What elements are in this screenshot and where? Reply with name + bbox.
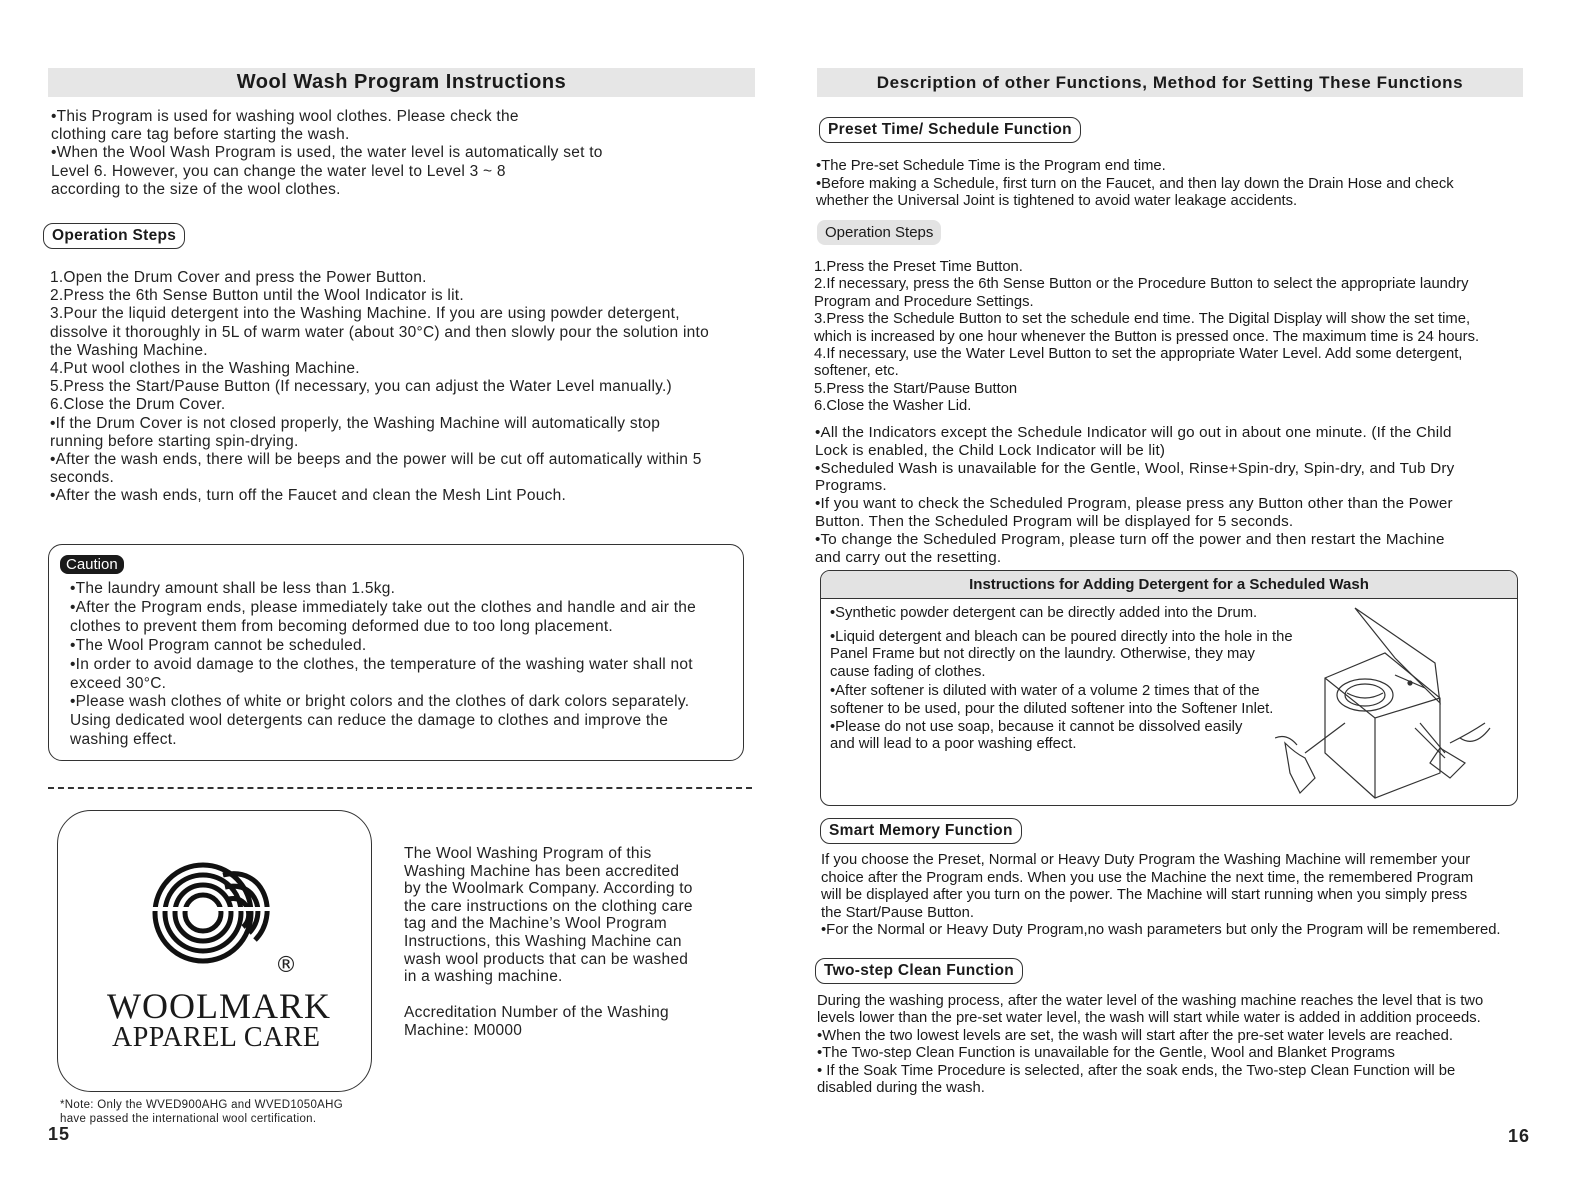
detergent-text [830,605,1293,754]
right-page-title: Description of other Functions, Method for Setting These Functions [876,72,1464,92]
step-line: 3.Press the Schedule Button to set the schedule end time. The Digital Display will show the set time, [814,311,1471,328]
preset-intro [816,158,1454,211]
step-line: 2.Press the 6th Sense Button until the Wool Indicator is lit. [50,287,464,305]
step-line: 6.Close the Washer Lid. [814,398,972,415]
text-line: *Note: Only the WVED900AHG and WVED1050AHG [60,1099,343,1111]
text-line: •The Two-step Clean Function is unavailable for the Gentle, Wool and Blanket Programs [817,1045,1395,1062]
right-operation-steps-label: Operation Steps [817,220,941,245]
step-line: 4.Put wool clothes in the Washing Machine. [50,360,360,378]
step-line: 2.If necessary, press the 6th Sense Button or the Procedure Button to select the appropriate laundry [814,276,1469,293]
right-steps [814,259,1479,416]
text-line: in a washing machine. [404,968,563,986]
page-number-left: 15 [48,1124,71,1144]
left-intro [51,108,603,199]
caution-line: clothes to prevent them from becoming deformed due to too long placement. [70,617,613,635]
detergent-line: cause fading of clothes. [830,663,986,680]
step-line: Program and Procedure Settings. [814,293,1034,310]
note-line: •Scheduled Wash is unavailable for the Gentle, Wool, Rinse+Spin-dry, Spin-dry, and Tub Dry [815,459,1455,477]
step-line: •If the Drum Cover is not closed properly, the Washing Machine will automatically stop [50,414,661,432]
certification-note [60,1098,343,1126]
text-line: Level 6. However, you can change the water level to Level 3 ~ 8 [51,162,506,180]
text-line: will be displayed after you turn on the power. The Machine will start running when you simply press [821,887,1468,904]
text-line: Machine: M0000 [404,1021,523,1039]
note-line: •If you want to check the Scheduled Program, please press any Button other than the Power [815,495,1453,513]
step-line: dissolve it thoroughly in 5L of warm water (about 30°C) and then slowly pour the solution into [50,323,709,341]
detergent-box-header [821,571,1517,599]
detergent-line: and will lead to a poor washing effect. [830,736,1077,753]
text-line: •The Pre-set Schedule Time is the Program end time. [816,158,1166,174]
note-line: and carry out the resetting. [815,548,1002,566]
caution-line: •After the Program ends, please immediately take out the clothes and handle and air the [70,598,697,616]
caution-line: exceed 30°C. [70,674,167,692]
text-line: If you choose the Preset, Normal or Heavy Duty Program the Washing Machine will remember your [821,852,1471,868]
text-line: according to the size of the wool clothes. [51,180,341,198]
text-line: clothing care tag before starting the wash. [51,126,350,144]
text-line: Accreditation Number of the Washing [404,1004,669,1021]
dashed-divider [48,787,752,789]
text-line: Washing Machine has been accredited [404,862,680,880]
woolmark-logo-icon [145,855,285,975]
step-line: 3.Pour the liquid detergent into the Washing Machine. If you are using powder detergent, [50,305,680,323]
text-line: choice after the Program ends. When you use the Machine the next time, the remembered Program [821,869,1474,886]
step-line: softener, etc. [814,363,899,380]
text-line: by the Woolmark Company. According to [404,880,693,898]
registered-mark: ® [275,953,297,978]
right-title-bar [817,68,1523,97]
note-line: Lock is enabled, the Child Lock Indicator will be lit) [815,441,1166,459]
text-line: tag and the Machine’s Wool Program [404,915,667,933]
note-line: Button. Then the Scheduled Program will be displayed for 5 seconds. [815,512,1294,530]
smart-memory-text [821,852,1501,940]
caution-line: •The laundry amount shall be less than 1.5kg. [70,580,396,597]
caution-text [70,580,696,750]
detergent-line: Panel Frame but not directly on the laundry. Otherwise, they may [830,646,1255,663]
text-line: During the washing process, after the water level of the washing machine reaches the level that is two [817,993,1484,1009]
text-line: levels lower than the pre-set water level, the wash will start while water is added in addition proceeds. [817,1010,1481,1027]
caution-line: •The Wool Program cannot be scheduled. [70,636,367,654]
detergent-line: •Synthetic powder detergent can be directly added into the Drum. [830,605,1258,621]
step-line: •After the wash ends, turn off the Faucet and clean the Mesh Lint Pouch. [50,487,566,505]
accreditation-text [404,845,693,986]
step-line: running before starting spin-drying. [50,432,299,450]
text-line: have passed the international wool certification. [60,1113,317,1125]
step-line: 5.Press the Start/Pause Button [814,380,1018,397]
detergent-line: •Please do not use soap, because it cannot be dissolved easily [830,718,1243,735]
text-line: • If the Soak Time Procedure is selected, after the soak ends, the Two-step Clean Function will be [817,1062,1456,1079]
detergent-line: softener to be used, pour the diluted softener into the Softener Inlet. [830,700,1274,717]
left-operation-steps-label: Operation Steps [43,223,185,249]
left-page-title: Wool Wash Program Instructions [236,71,567,93]
text-line: The Wool Washing Program of this [404,845,652,862]
step-line: 1.Press the Preset Time Button. [814,259,1023,275]
step-line: 4.If necessary, use the Water Level Button to set the appropriate Water Level. Add some detergent, [814,346,1463,363]
left-title-bar [48,68,755,97]
step-line: 5.Press the Start/Pause Button (If necessary, you can adjust the Water Level manually.) [50,378,672,396]
step-line: •After the wash ends, there will be beeps and the power will be cut off automatically within 5 [50,451,702,469]
text-line: •When the Wool Wash Program is used, the water level is automatically set to [51,144,603,162]
text-line: disabled during the wash. [817,1080,985,1097]
accreditation-number [404,1004,669,1039]
caution-line: Using dedicated wool detergents can reduce the damage to clothes and improve the [70,712,669,730]
text-line: •This Program is used for washing wool clothes. Please check the [51,108,519,125]
step-line: which is increased by one hour whenever the Button is pressed once. The maximum time is 24 hours. [814,328,1480,345]
text-line: •Before making a Schedule, first turn on the Faucet, and then lay down the Drain Hose and check [816,175,1454,192]
caution-label-wrap [60,555,124,574]
caution-label: Caution [60,555,124,574]
text-line: Instructions, this Washing Machine can [404,932,682,950]
text-line: the Start/Pause Button. [821,904,974,921]
caution-line: •In order to avoid damage to the clothes, the temperature of the washing water shall not [70,655,693,673]
step-line: 1.Open the Drum Cover and press the Power Button. [50,269,427,286]
schedule-notes [815,424,1454,566]
text-line: •For the Normal or Heavy Duty Program,no wash parameters but only the Program will be remembered. [821,922,1501,939]
two-step-label: Two-step Clean Function [815,958,1023,984]
woolmark-wordmark: WOOLMARK [107,986,331,1026]
text-line: whether the Universal Joint is tightened to avoid water leakage accidents. [816,193,1298,210]
note-line: •To change the Scheduled Program, please turn off the power and then restart the Machine [815,530,1445,548]
detergent-line: •Liquid detergent and bleach can be poured directly into the hole in the [830,628,1293,645]
apparel-care-wordmark: APPAREL CARE [112,1022,321,1053]
detergent-title: Instructions for Adding Detergent for a Scheduled Wash [969,576,1369,593]
washing-machine-illustration [1275,603,1500,800]
text-line: •When the two lowest levels are set, the wash will start after the pre-set water levels are reached. [817,1027,1453,1044]
detergent-line: •After softener is diluted with water of a volume 2 times that of the [830,683,1260,700]
two-step-text [817,993,1483,1097]
note-line: Programs. [815,477,887,495]
preset-function-label: Preset Time/ Schedule Function [819,117,1081,143]
caution-line: washing effect. [70,731,177,749]
step-line: 6.Close the Drum Cover. [50,396,226,414]
step-line: seconds. [50,469,115,487]
left-steps [50,269,709,506]
smart-memory-label: Smart Memory Function [820,818,1022,844]
step-line: the Washing Machine. [50,341,208,359]
text-line: wash wool products that can be washed [404,950,689,968]
note-line: •All the Indicators except the Schedule Indicator will go out in about one minute. (If the Child [815,424,1452,441]
caution-line: •Please wash clothes of white or bright colors and the clothes of dark colors separately. [70,693,690,711]
text-line: the care instructions on the clothing care [404,897,693,915]
page-number-right: 16 [1508,1126,1531,1146]
